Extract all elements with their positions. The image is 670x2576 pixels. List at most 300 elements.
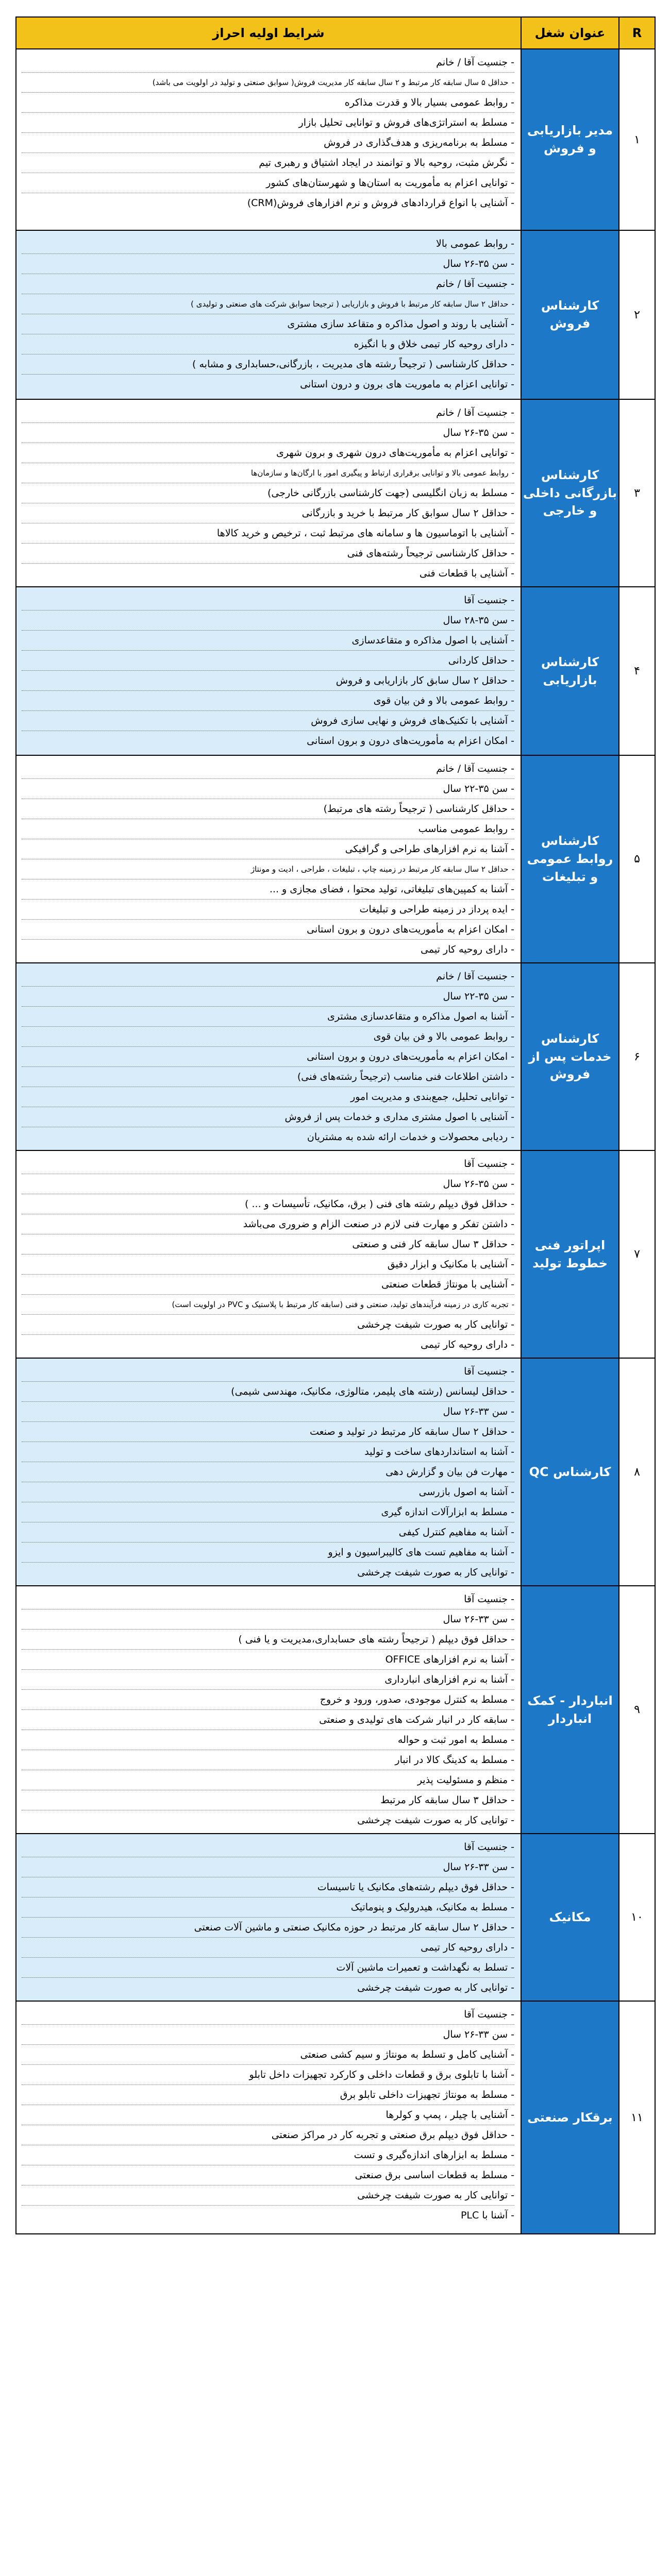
requirement-item [22, 1897, 514, 1918]
requirement-item [22, 564, 514, 583]
requirement-item [22, 1750, 514, 1770]
requirement-text: توانایی اعزام به ماموریت های برون و درون استانی [300, 379, 508, 390]
requirement-text: توانایی کار به صورت شیفت چرخشی [357, 1815, 508, 1826]
bullet-dash-icon: - [511, 695, 514, 706]
requirements-cell [16, 963, 521, 1150]
bullet-dash-icon: - [511, 97, 514, 108]
row-number: ۳ [619, 399, 655, 587]
bullet-dash-icon: - [511, 137, 514, 148]
bullet-dash-icon: - [511, 1754, 514, 1766]
requirement-item [22, 93, 514, 113]
requirements-list [16, 756, 521, 962]
requirement-text: حداقل کاردانی [448, 655, 508, 666]
requirement-text: دارای روحیه کار تیمی [421, 1339, 508, 1350]
bullet-dash-icon: - [511, 379, 514, 390]
requirement-text: حداقل ۳ سال سابقه کار مرتبط [380, 1794, 508, 1806]
row-number: ۲ [619, 230, 655, 399]
bullet-dash-icon: - [511, 1594, 514, 1605]
job-row [16, 587, 655, 755]
bullet-dash-icon: - [511, 1674, 514, 1685]
bullet-dash-icon: - [511, 468, 514, 478]
bullet-dash-icon: - [511, 1239, 514, 1250]
job-requirements-table [15, 16, 656, 2234]
bullet-dash-icon: - [511, 78, 514, 87]
requirement-item [22, 1462, 514, 1482]
requirement-item [22, 671, 514, 691]
requirement-item [22, 731, 514, 751]
bullet-dash-icon: - [511, 991, 514, 1002]
requirement-item [22, 1007, 514, 1027]
requirement-item [22, 443, 514, 463]
requirement-item [22, 2206, 514, 2225]
requirement-text: حداقل ۲ سال سابقه کار مرتبط با فروش و بازاریابی ( ترجیحا سوابق شرکت های صنعتی و تولیدی ) [191, 299, 509, 309]
bullet-dash-icon: - [511, 1446, 514, 1458]
requirement-item [22, 503, 514, 523]
requirement-text: روابط عمومی بالا و فن بیان قوی [373, 1031, 508, 1042]
job-title: کارشناس فروش [521, 230, 619, 399]
requirement-text: آشنایی با اتوماسیون ها و سامانه های مرتبط ثبت ، ترخیص و خرید کالاها [216, 528, 508, 539]
requirement-text: روابط عمومی مناسب [418, 823, 508, 835]
bullet-dash-icon: - [511, 1714, 514, 1725]
requirement-text: آشنایی با مکانیک و ابزار دقیق [387, 1259, 508, 1270]
bullet-dash-icon: - [511, 615, 514, 626]
bullet-dash-icon: - [511, 1841, 514, 1853]
requirement-item [22, 544, 514, 564]
requirement-item [22, 483, 514, 503]
requirement-text: توانایی اعزام به مأموریت‌های درون شهری و برون شهری [276, 447, 508, 459]
requirement-item [22, 334, 514, 354]
bullet-dash-icon: - [511, 157, 514, 168]
requirement-item [22, 1047, 514, 1067]
requirement-item [22, 294, 514, 314]
requirements-list [16, 963, 521, 1150]
requirement-item [22, 1194, 514, 1214]
requirements-cell [16, 399, 521, 587]
requirement-text: جنسیت آقا [464, 1366, 508, 1377]
requirement-text: حداقل ۲ سال سابقه کار مرتبط در زمینه چاپ ، تبلیغات ، طراحی ، ادیت و مونتاژ [250, 865, 509, 874]
requirement-item [22, 1335, 514, 1354]
requirement-text: توانایی تحلیل، جمع‌بندی و مدیریت امور [350, 1091, 508, 1103]
bullet-dash-icon: - [511, 1614, 514, 1625]
bullet-dash-icon: - [511, 1466, 514, 1478]
requirement-text: مسلط به قطعات اساسی برق صنعتی [355, 2170, 508, 2181]
requirement-text: آشنایی با اصول مذاکره و متقاعدسازی [351, 635, 508, 646]
job-title: برقکار صنعتی [521, 2001, 619, 2234]
row-number: ۸ [619, 1358, 655, 1586]
bullet-dash-icon: - [511, 278, 514, 290]
requirement-item [22, 691, 514, 711]
bullet-dash-icon: - [511, 1071, 514, 1082]
requirement-text: امکان اعزام به مأموریت‌های درون و برون استانی [307, 1051, 508, 1062]
requirement-item [22, 1589, 514, 1609]
requirement-item [22, 1609, 514, 1630]
requirement-text: دارای روحیه کار تیمی خلاق و با انگیزه [354, 338, 508, 350]
bullet-dash-icon: - [511, 2170, 514, 2181]
bullet-dash-icon: - [511, 1279, 514, 1290]
requirement-item [22, 651, 514, 671]
requirement-text: جنسیت آقا [464, 1594, 508, 1605]
requirement-text: سن ۳۵-۲۶ سال [443, 1178, 508, 1190]
bullet-dash-icon: - [511, 1051, 514, 1062]
requirement-text: جنسیت آقا / خانم [436, 57, 508, 68]
job-title: کارشناس بازاریابی [521, 587, 619, 755]
requirements-cell [16, 587, 521, 755]
requirement-text: نگرش مثبت، روحیه بالا و توانمند در ایجاد اشتیاق و رهبری تیم [259, 157, 508, 168]
row-number: ۱۱ [619, 2001, 655, 2234]
requirement-item [22, 523, 514, 544]
bullet-dash-icon: - [511, 2129, 514, 2141]
requirement-text: سن ۳۳-۲۶ سال [443, 1614, 508, 1625]
requirement-text: حداقل ۲ سال سوابق کار مرتبط با خرید و بازرگانی [301, 507, 508, 519]
requirement-item [22, 1422, 514, 1442]
bullet-dash-icon: - [511, 1366, 514, 1377]
requirement-text: داشتن تفکر و مهارت فنی لازم در صنعت الزام و ضروری می‌باشد [243, 1218, 508, 1230]
requirement-item [22, 234, 514, 254]
requirement-item [22, 153, 514, 173]
requirement-text: مسلط به مونتاژ تجهیزات داخلی تابلو برق [340, 2089, 508, 2100]
requirement-text: سن ۳۵-۲۲ سال [443, 783, 508, 794]
requirement-text: سن ۳۳-۲۶ سال [443, 1861, 508, 1873]
requirements-list [16, 1359, 521, 1585]
requirement-item [22, 2145, 514, 2165]
requirement-text: حداقل فوق دیپلم ( ترجیحاً رشته های حسابداری،مدیریت و یا فنی ) [238, 1634, 508, 1645]
requirement-item [22, 113, 514, 133]
requirement-text: مسلط به ابزارآلات اندازه گیری [381, 1506, 508, 1518]
requirement-item [22, 1482, 514, 1502]
requirement-item [22, 940, 514, 959]
requirement-text: جنسیت آقا [464, 595, 508, 606]
requirement-text: داشتن اطلاعات فنی مناسب (ترجیحاً رشته‌های فنی) [297, 1071, 508, 1082]
requirement-item [22, 1978, 514, 1997]
bullet-dash-icon: - [511, 783, 514, 794]
job-row [16, 1150, 655, 1358]
requirement-item [22, 1442, 514, 1462]
bullet-dash-icon: - [511, 1011, 514, 1022]
requirement-text: آشنایی با قطعات فنی [419, 568, 508, 579]
requirements-cell [16, 2001, 521, 2234]
requirement-item [22, 314, 514, 334]
requirements-cell [16, 49, 521, 230]
requirement-item [22, 1275, 514, 1295]
requirement-item [22, 1255, 514, 1275]
requirement-text: سن ۳۳-۲۶ سال [443, 1406, 508, 1417]
requirement-item [22, 1234, 514, 1255]
requirement-item [22, 879, 514, 900]
requirement-text: حداقل ۲ سال سابقه کار مرتبط در حوزه مکانیک صنعتی و ماشین آلات صنعتی [194, 1922, 508, 1933]
bullet-dash-icon: - [511, 823, 514, 835]
bullet-dash-icon: - [511, 507, 514, 519]
requirement-item [22, 2005, 514, 2025]
requirement-item [22, 1918, 514, 1938]
requirement-item [22, 1067, 514, 1087]
requirement-item [22, 900, 514, 920]
requirement-text: جنسیت آقا [464, 1841, 508, 1853]
bullet-dash-icon: - [511, 197, 514, 209]
bullet-dash-icon: - [511, 1339, 514, 1350]
requirement-text: مسلط به امور ثبت و حواله [397, 1734, 508, 1745]
bullet-dash-icon: - [511, 2089, 514, 2100]
requirement-text: حداقل ۵ سال سابقه کار مرتبط و ۲ سال سابقه کار مدیریت فروش( سوابق صنعتی و تولید در اولویت می باشد) [152, 78, 509, 87]
requirements-list [16, 49, 521, 216]
requirement-item [22, 859, 514, 879]
requirement-item [22, 819, 514, 839]
requirements-list [16, 2002, 521, 2228]
bullet-dash-icon: - [511, 2069, 514, 2080]
row-number: ۴ [619, 587, 655, 755]
requirement-text: توانایی کار به صورت شیفت چرخشی [357, 1319, 508, 1330]
requirement-item [22, 1690, 514, 1710]
requirements-list [16, 1151, 521, 1358]
bullet-dash-icon: - [511, 1259, 514, 1270]
bullet-dash-icon: - [511, 2149, 514, 2161]
requirements-list [16, 231, 521, 397]
requirement-text: آشنا به اصول بازرسی [418, 1486, 508, 1498]
bullet-dash-icon: - [511, 447, 514, 459]
requirements-list [16, 400, 521, 586]
requirement-text: آشنا به کمپین‌های تبلیغاتی، تولید محتوا ، فضای مجازی و ... [269, 884, 508, 895]
requirement-item [22, 1027, 514, 1047]
job-row [16, 963, 655, 1150]
job-title: اپراتور فنی خطوط تولید [521, 1150, 619, 1358]
requirement-text: حداقل کارشناسی ( ترجیحاً رشته های مرتبط) [323, 803, 508, 815]
job-title: کارشناس QC [521, 1358, 619, 1586]
requirements-list [16, 1586, 521, 1833]
requirement-text: توانایی اعزام به مأموریت به استان‌ها و شهرستان‌های کشور [266, 177, 508, 189]
requirement-text: مسلط به ابزارهای اندازه‌گیری و تست [354, 2149, 508, 2161]
bullet-dash-icon: - [511, 258, 514, 269]
bullet-dash-icon: - [511, 1386, 514, 1397]
bullet-dash-icon: - [511, 1527, 514, 1538]
requirement-text: آشنایی کامل و تسلط به مونتاژ و سیم کشی صنعتی [300, 2049, 508, 2060]
job-row [16, 2001, 655, 2234]
bullet-dash-icon: - [511, 1131, 514, 1143]
job-row [16, 399, 655, 587]
requirement-item [22, 1543, 514, 1563]
row-number: ۱۰ [619, 1834, 655, 2001]
requirement-text: روابط عمومی بالا [436, 238, 508, 249]
bullet-dash-icon: - [511, 655, 514, 666]
requirement-text: مسلط به کنترل موجودی، صدور، ورود و خروج [320, 1694, 508, 1705]
requirement-item [22, 920, 514, 940]
bullet-dash-icon: - [511, 2190, 514, 2201]
requirement-item [22, 1127, 514, 1147]
requirement-text: دارای روحیه کار تیمی [421, 1942, 508, 1953]
bullet-dash-icon: - [511, 1634, 514, 1645]
bullet-dash-icon: - [511, 1426, 514, 1437]
job-row [16, 49, 655, 230]
bullet-dash-icon: - [511, 1091, 514, 1103]
requirement-text: روابط عمومی بالا و فن بیان قوی [373, 695, 508, 706]
requirement-item [22, 1107, 514, 1127]
requirement-item [22, 403, 514, 423]
bullet-dash-icon: - [511, 2109, 514, 2121]
job-row [16, 230, 655, 399]
requirement-text: جنسیت آقا [464, 2009, 508, 2020]
requirements-cell [16, 1358, 521, 1586]
bullet-dash-icon: - [511, 299, 514, 309]
requirement-text: ایده پرداز در زمینه طراحی و تبلیغات [359, 904, 508, 915]
requirement-item [22, 631, 514, 651]
row-number: ۵ [619, 755, 655, 963]
requirement-text: آشنایی با چیلر ، پمپ و کولرها [386, 2109, 508, 2121]
requirement-item [22, 53, 514, 73]
requirement-text: دارای روحیه کار تیمی [421, 944, 508, 955]
requirement-text: آشنا با PLC [460, 2210, 508, 2221]
bullet-dash-icon: - [511, 1158, 514, 1170]
requirement-text: سابقه کار در انبار شرکت های تولیدی و صنعتی [319, 1714, 508, 1725]
job-row [16, 1834, 655, 2001]
requirement-text: آشنایی با انواع قراردادهای فروش و نرم افزارهای فروش(CRM) [247, 197, 508, 209]
requirement-text: حداقل فوق دیپلم برق صنعتی و تجربه کار در مراکز صنعتی [271, 2129, 508, 2141]
requirement-item [22, 1630, 514, 1650]
requirement-item [22, 711, 514, 731]
requirement-item [22, 1362, 514, 1382]
row-number: ۱ [619, 49, 655, 230]
bullet-dash-icon: - [511, 338, 514, 350]
bullet-dash-icon: - [511, 1567, 514, 1578]
requirement-item [22, 799, 514, 819]
requirement-text: امکان اعزام به مأموریت‌های درون و برون استانی [307, 924, 508, 935]
requirement-text: سن ۳۳-۲۶ سال [443, 2029, 508, 2040]
requirement-text: تجربه کاری در زمینه فرآیندهای تولید، صنعتی و فنی (سابقه کار مرتبط با پلاستیک و PVC در اولویت است) [172, 1300, 509, 1309]
requirement-text: روابط عمومی بالا و توانایی برقراری ارتباط و پیگیری امور با ارگان‌ها و سازمان‌ها [250, 468, 509, 478]
requirement-text: توانایی کار به صورت شیفت چرخشی [357, 2190, 508, 2201]
requirement-item [22, 967, 514, 987]
requirements-list [16, 1834, 521, 2001]
requirement-item [22, 133, 514, 153]
requirement-text: مسلط به مکانیک، هیدرولیک و پنوماتیک [350, 1902, 508, 1913]
requirement-item [22, 1770, 514, 1790]
bullet-dash-icon: - [511, 803, 514, 815]
bullet-dash-icon: - [511, 595, 514, 606]
bullet-dash-icon: - [511, 177, 514, 189]
job-row [16, 1358, 655, 1586]
requirements-cell [16, 1586, 521, 1834]
bullet-dash-icon: - [511, 1218, 514, 1230]
bullet-dash-icon: - [511, 843, 514, 855]
requirement-item [22, 2185, 514, 2206]
requirement-item [22, 1295, 514, 1315]
requirement-text: مسلط به استراتژی‌های فروش و توانایی تحلیل بازار [298, 117, 508, 128]
bullet-dash-icon: - [511, 1734, 514, 1745]
requirement-text: آشنایی با مونتاژ قطعات صنعتی [381, 1279, 508, 1290]
requirement-item [22, 1650, 514, 1670]
requirement-item [22, 2065, 514, 2085]
requirement-text: حداقل ۲ سال سابقه کار مرتبط در تولید و صنعت [309, 1426, 508, 1437]
bullet-dash-icon: - [511, 1031, 514, 1042]
bullet-dash-icon: - [511, 1694, 514, 1705]
bullet-dash-icon: - [511, 1902, 514, 1913]
bullet-dash-icon: - [511, 1922, 514, 1933]
requirement-text: روابط عمومی بسیار بالا و قدرت مذاکره [344, 97, 508, 108]
bullet-dash-icon: - [511, 57, 514, 68]
bullet-dash-icon: - [511, 1982, 514, 1993]
bullet-dash-icon: - [511, 1319, 514, 1330]
requirement-item [22, 2165, 514, 2185]
requirement-item [22, 354, 514, 375]
bullet-dash-icon: - [511, 1111, 514, 1123]
requirement-item [22, 1563, 514, 1582]
requirement-item [22, 1837, 514, 1857]
requirement-item [22, 1214, 514, 1234]
job-title: مکانیک [521, 1834, 619, 2001]
job-title: کارشناس روابط عمومی و تبلیغات [521, 755, 619, 963]
requirement-item [22, 759, 514, 779]
requirement-item [22, 423, 514, 443]
requirement-text: حداقل فوق دیپلم رشته‌های مکانیک یا تاسیسات [317, 1882, 508, 1893]
requirement-item [22, 193, 514, 213]
requirement-item [22, 1174, 514, 1194]
bullet-dash-icon: - [511, 2029, 514, 2040]
header-row-number: R [619, 17, 655, 49]
requirement-text: امکان اعزام به مأموریت‌های درون و برون استانی [307, 735, 508, 747]
requirement-item [22, 274, 514, 294]
bullet-dash-icon: - [511, 635, 514, 646]
job-title: کارشناس بازرگانی داخلی و خارجی [521, 399, 619, 587]
requirement-text: مسلط به برنامه‌ریزی و هدف‌گذاری در فروش [324, 137, 508, 148]
requirement-item [22, 590, 514, 611]
bullet-dash-icon: - [511, 1300, 514, 1309]
bullet-dash-icon: - [511, 1198, 514, 1210]
requirement-item [22, 1857, 514, 1877]
requirement-text: مسلط به کدینگ کالا در انبار [395, 1754, 508, 1766]
bullet-dash-icon: - [511, 318, 514, 330]
bullet-dash-icon: - [511, 2210, 514, 2221]
bullet-dash-icon: - [511, 735, 514, 747]
row-number: ۶ [619, 963, 655, 1150]
bullet-dash-icon: - [511, 487, 514, 499]
requirement-item [22, 2085, 514, 2105]
requirement-text: حداقل لیسانس (رشته های پلیمر، متالوژی، مکانیک، مهندسی شیمی) [231, 1386, 508, 1397]
bullet-dash-icon: - [511, 117, 514, 128]
requirement-text: آشنا به استانداردهای ساخت و تولید [364, 1446, 508, 1458]
requirement-text: سن ۳۵-۲۲ سال [443, 991, 508, 1002]
requirement-text: جنسیت آقا / خانم [436, 407, 508, 418]
requirement-text: سن ۳۵-۲۸ سال [443, 615, 508, 626]
header-job-title: عنوان شغل [521, 17, 619, 49]
requirement-text: آشنایی با اصول مشتری مداری و خدمات پس از فروش [284, 1111, 508, 1123]
requirement-text: حداقل فوق دیپلم رشته های فنی ( برق، مکانیک، تأسیسات و ... ) [245, 1198, 508, 1210]
requirements-cell [16, 1150, 521, 1358]
requirements-cell [16, 230, 521, 399]
requirement-text: آشنا به نرم افزارهای طراحی و گرافیکی [345, 843, 508, 855]
requirement-text: سن ۳۵-۲۶ سال [443, 258, 508, 269]
requirement-item [22, 2045, 514, 2065]
requirement-item [22, 73, 514, 93]
requirement-item [22, 1670, 514, 1690]
requirement-item [22, 1154, 514, 1174]
requirement-item [22, 1810, 514, 1830]
bullet-dash-icon: - [511, 944, 514, 955]
bullet-dash-icon: - [511, 1942, 514, 1953]
requirement-item [22, 1502, 514, 1522]
requirement-text: توانایی کار به صورت شیفت چرخشی [357, 1982, 508, 1993]
requirement-item [22, 173, 514, 193]
requirement-item [22, 1087, 514, 1107]
requirement-text: جنسیت آقا / خانم [436, 278, 508, 290]
requirement-item [22, 839, 514, 859]
requirement-item [22, 1402, 514, 1422]
table-header-row [16, 17, 655, 49]
requirement-text: جنسیت آقا / خانم [436, 763, 508, 774]
job-title: انباردار - کمک انباردار [521, 1586, 619, 1834]
requirement-text: تسلط به نگهداشت و تعمیرات ماشین آلات [336, 1962, 508, 1973]
bullet-dash-icon: - [511, 884, 514, 895]
requirement-text: حداقل ۳ سال سابقه کار فنی و صنعتی [352, 1239, 508, 1250]
row-number: ۷ [619, 1150, 655, 1358]
requirement-text: مسلط به زبان انگلیسی (جهت کارشناسی بازرگانی خارجی) [267, 487, 508, 499]
job-title: مدیر بازاریابی و فروش [521, 49, 619, 230]
